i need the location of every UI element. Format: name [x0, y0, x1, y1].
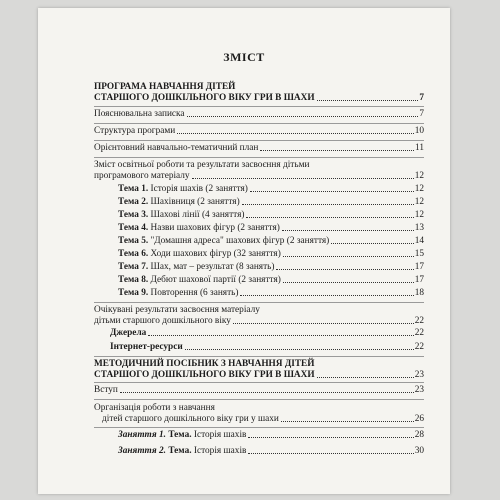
toc-item: Структура програми 10	[94, 126, 424, 136]
toc-section-manual: МЕТОДИЧНИЙ ПОСІБНИК З НАВЧАННЯ ДІТЕЙ СТАРШОГО ДОШКІЛЬНОГО ВІКУ ГРИ В ШАХИ 23	[94, 359, 424, 380]
toc-lesson: Заняття 1. Тема. Історія шахів 28	[118, 430, 424, 440]
divider	[94, 106, 424, 107]
toc-item: Пояснювальна записка 7	[94, 109, 424, 119]
toc-topic: Тема 8. Дебют шахової партії (2 заняття) 17	[118, 275, 424, 285]
book-page	[38, 8, 450, 494]
toc-item: Орієнтовний навчально-тематичний план 11	[94, 143, 424, 153]
toc-topic: Тема 9. Повторення (6 занять) 18	[118, 288, 424, 298]
toc-organization: Організація роботи з навчання дітей старшого дошкільного віку гри у шахи 26	[94, 403, 424, 424]
divider	[94, 302, 424, 303]
toc-topic: Тема 2. Шахівниця (2 заняття) 12	[118, 197, 424, 207]
toc-item-content: Зміст освітньої роботи та результати засвоєння дітьми програмового матеріалу 12	[94, 160, 424, 181]
toc-topic: Тема 7. Шах, мат – результат (8 занять) 17	[118, 262, 424, 272]
divider	[94, 382, 424, 383]
toc-topic: Тема 4. Назви шахових фігур (2 заняття) 13	[118, 223, 424, 233]
divider	[94, 399, 424, 400]
divider	[94, 157, 424, 158]
toc-section-program: ПРОГРАМА НАВЧАННЯ ДІТЕЙ СТАРШОГО ДОШКІЛЬНОГО ВІКУ ГРИ В ШАХИ 7	[94, 82, 424, 103]
page-title: ЗМІСТ	[223, 50, 265, 64]
toc-sources: Джерела 22	[110, 328, 424, 338]
divider	[94, 427, 424, 428]
toc-intro: Вступ 23	[94, 385, 424, 395]
toc-internet: Інтернет-ресурси 22	[110, 342, 424, 352]
divider	[94, 356, 424, 357]
toc-topic: Тема 1. Історія шахів (2 заняття) 12	[118, 184, 424, 194]
divider	[94, 123, 424, 124]
toc-topic: Тема 5. "Домашня адреса" шахових фігур (2 заняття) 14	[118, 236, 424, 246]
toc-topic: Тема 3. Шахові лінії (4 заняття) 12	[118, 210, 424, 220]
toc-lesson: Заняття 2. Тема. Історія шахів 30	[118, 446, 424, 456]
toc-topic: Тема 6. Ходи шахових фігур (32 заняття) 15	[118, 249, 424, 259]
toc-item-expected: Очікувані результати засвоєння матеріалу дітьми старшого дошкільного віку 22	[94, 305, 424, 326]
divider	[94, 140, 424, 141]
